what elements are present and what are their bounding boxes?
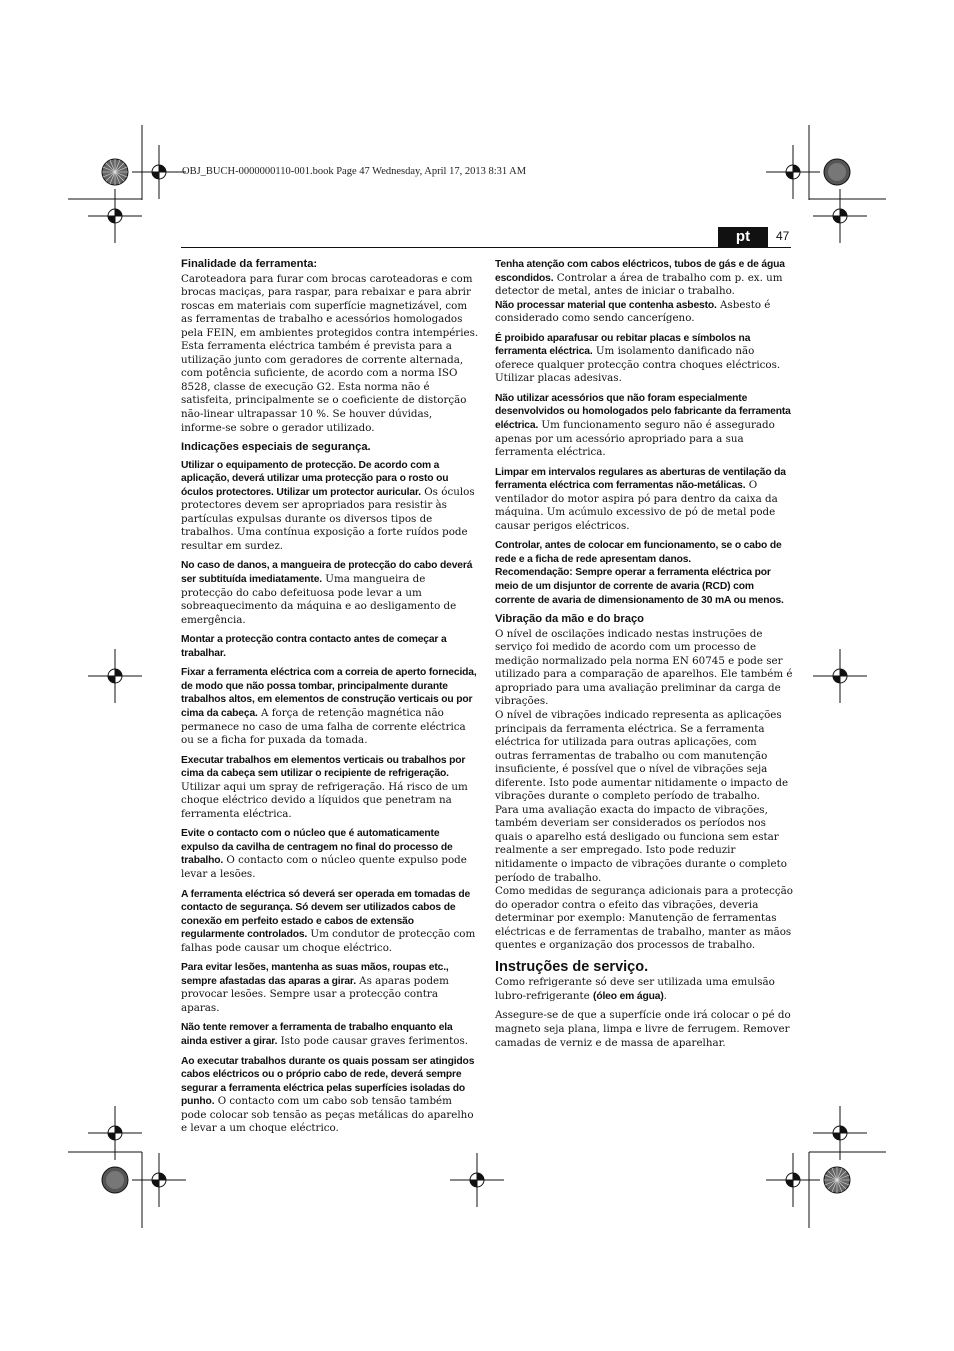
disc-mark: [102, 1167, 128, 1193]
section-heading: Indicações especiais de segurança.: [181, 441, 371, 454]
safety-item-text: Um isolamento danificado não oferece qualquer protecção contra choques eléctricos. Utilizar placas adesivas.: [495, 345, 781, 385]
safety-item-text: A força de retenção magnética não permanece no caso de uma falha de corrente eléctrica ou se a ficha for puxada da tomada.: [181, 706, 466, 747]
paragraph: Esta ferramenta eléctrica também é prevista para a utilização junto com geradores de corrente alternada, com potência suficiente, de acordo com a norma ISO 8528, classe de execução G2. Esta norma não é satisfeita, principalmente se o coeficiente de distorção não-linear ultrapassar 10 %. Se houver dúvidas, informe-se sobre o gerador utilizado.: [181, 340, 467, 434]
safety-item-bold: Fixar a ferramenta eléctrica com a correia de aperto fornecida, de modo que não possa tombar, principalmente durante trabalhos altos, em elementos de construção verticais ou por cima da cabeça.: [181, 667, 477, 719]
safety-item: [181, 559, 479, 627]
safety-item-text: Controlar a área de trabalho com p. ex. um detector de metal, antes de iniciar o trabalho.: [495, 271, 783, 298]
safety-item-bold: Para evitar lesões, mantenha as suas mãos, roupas etc., sempre afastadas das aparas a girar.: [181, 962, 449, 987]
paragraph: O nível de oscilações indicado nestas instruções de serviço foi medido de acordo com um processo de medição normalizado pela norma EN 60745 e pode ser utilizado para a comparação de aparelhos. Ele também é apropriado para uma avaliação preliminar da carga de vibrações.: [495, 627, 793, 708]
disc-mark: [824, 159, 850, 185]
safety-item-bold: A ferramenta eléctrica só deverá ser operada em tomadas de contacto de segurança. Só devem ser utilizados cabos de conexão em perfeito estado e cabos de extensão regularmente controlados.: [181, 888, 471, 941]
safety-item: [181, 459, 479, 554]
safety-item-bold: Montar a protecção contra contacto antes de começar a trabalhar.: [181, 634, 447, 659]
safety-item-bold: Executar trabalhos em elementos verticais ou trabalhos por cima da cabeça sem utilizar o recipiente de refrigeração.: [181, 754, 466, 780]
safety-item-text: Uma mangueira de protecção do cabo defeituosa pode levar a um sobreaquecimento da máquina e ao desligamento de emergência.: [181, 573, 457, 626]
crop-cross-mark: [813, 189, 867, 243]
safety-item-text: Isto pode causar graves ferimentos.: [277, 1034, 469, 1047]
safety-item-bold: No caso de danos, a mangueira de protecção do cabo deverá ser subtituída imediatamente.: [181, 560, 473, 586]
section-heading: Vibração da mão e do braço: [495, 613, 645, 626]
safety-item-bold: Não processar material que contenha asbesto.: [495, 299, 717, 311]
safety-item-bold: Evite o contacto com o núcleo que é automaticamente expulso da cavilha de centragem no final do processo de trabalho.: [181, 828, 453, 867]
header-rule: [181, 247, 791, 248]
safety-item-bold: Limpar em intervalos regulares as aberturas de ventilação da ferramenta eléctrica com ferramentas não-metálicas.: [495, 466, 786, 492]
safety-item-bold: Tenha atenção com cabos eléctricos, tubos de gás e de água escondidos.: [495, 259, 785, 284]
safety-item-text: Asbesto é considerado como sendo cancerígeno.: [495, 298, 771, 325]
safety-item: [495, 566, 793, 607]
crop-cross-mark: [766, 1153, 820, 1207]
left-column: [181, 258, 479, 1142]
crop-cross-mark: [450, 1153, 504, 1207]
paragraph: Assegure-se de que a superfície onde irá colocar o pé do magneto seja plana, limpa e livre de ferrugem. Remover camadas de verniz e de massa de aparelhar.: [495, 1009, 791, 1049]
safety-item-bold: Controlar, antes de colocar em funcionamento, se o cabo de rede e a ficha de rede apresentam danos.: [495, 540, 782, 565]
safety-item: [495, 332, 793, 386]
paragraph-bold: (óleo em água): [593, 990, 664, 1002]
paragraph: Como medidas de segurança adicionais para a protecção do operador contra o efeito das vibrações, deveria determinar por exemplo: Manutenção de ferramentas eléctricas e de ferramentas de trabalho, manter as mãos quentes e organização dos processos de trabalho.: [495, 885, 793, 952]
safety-item: [181, 633, 479, 660]
safety-item-bold: Não tente remover a ferramenta de trabalho enquanto ela ainda estiver a girar.: [181, 1022, 453, 1047]
paragraph: Caroteadora para furar com brocas caroteadoras e com brocas maciças, para raspar, para rebaixar e para abrir roscas em materiais com superfície magnetizável, com as ferramentas de trabalho e acessórios homologados pela FEIN, em ambientes protegidos contra intempéries.: [181, 272, 479, 339]
section-heading: Finalidade da ferramenta:: [181, 258, 318, 270]
crop-cross-mark: [813, 649, 867, 703]
right-column: [495, 258, 793, 1056]
safety-item: [495, 466, 793, 534]
safety-item-text: As aparas podem provocar lesões. Sempre usar a protecção contra aparas.: [181, 974, 449, 1014]
safety-item: [181, 754, 479, 822]
crop-cross-mark: [766, 145, 820, 199]
crop-cross-mark: [132, 1153, 186, 1207]
paragraph-text: Como refrigerante só deve ser utilizada uma emulsão lubro-refrigerante: [495, 976, 775, 1002]
language-tab: pt: [718, 227, 768, 247]
paragraph: Para uma avaliação exacta do impacto de vibrações, também deveriam ser considerados os períodos nos quais o aparelho está desligado ou funciona sem estar realmente a ser empregado. Isto pode reduzir nitidamente o impacto de vibrações durante o completo período de trabalho.: [495, 803, 787, 884]
paragraph: O nível de vibrações indicado representa as aplicações principais da ferramenta eléctrica. Se a ferramenta eléctrica for utilizada para outras aplicações, com outras ferramentas de trabalho ou com manutenção insuficiente, é possível que o nível de vibrações seja diferente. Isto pode aumentar nitidamente o impacto de vibrações durante o completo período de trabalho.: [495, 708, 789, 803]
print-slug: OBJ_BUCH-0000000110-001.book Page 47 Wednesday, April 17, 2013 8:31 AM: [182, 166, 527, 177]
safety-item-text: O contacto com um cabo sob tensão também pode colocar sob tensão as peças metálicas do aparelho e levar a um choque eléctrico.: [181, 1095, 474, 1135]
safety-item: [181, 961, 479, 1015]
starburst-mark: [102, 159, 128, 185]
paragraph: [495, 976, 793, 1003]
safety-item: [495, 539, 793, 566]
crop-cross-mark: [88, 189, 142, 243]
safety-item-bold: É proibido aparafusar ou rebitar placas e símbolos na ferramenta eléctrica.: [495, 332, 751, 358]
safety-item-text: Utilizar aqui um spray de refrigeração. Há risco de um choque eléctrico devido a líquidos que penetram na ferramenta eléctrica.: [181, 780, 468, 820]
safety-item: [181, 1055, 479, 1136]
crop-cross-mark: [132, 145, 186, 199]
safety-item-text: Os óculos protectores devem ser apropriados para resistir às partículas expulsas durante os diversos tipos de trabalhos. Uma contínua exposição a forte ruídos pode resultar em surdez.: [181, 485, 475, 552]
safety-item: [495, 299, 793, 326]
safety-item-text: O contacto com o núcleo quente expulso pode levar a lesões.: [181, 854, 467, 880]
safety-item: [495, 392, 793, 460]
starburst-mark: [824, 1167, 850, 1193]
crop-cross-mark: [88, 649, 142, 703]
paragraph-text: .: [663, 989, 667, 1002]
page-number: 47: [776, 229, 790, 243]
safety-item: [495, 258, 793, 299]
safety-item-bold: Não utilizar acessórios que não foram especialmente desenvolvidos ou homologados pelo fabricante da ferramenta eléctrica.: [495, 392, 791, 432]
safety-item-bold: Utilizar o equipamento de protecção. De acordo com a aplicação, deverá utilizar uma protecção para o rosto ou óculos protectores. Utilizar um protector auricular.: [181, 459, 449, 498]
safety-item-bold: Recomendação: Sempre operar a ferramenta eléctrica por meio de um disjuntor de corrente de avaria (RCD) com corrente de avaria de dimensionamento de 30 mA ou menos.: [495, 567, 784, 606]
safety-item-bold: Ao executar trabalhos durante os quais possam ser atingidos cabos eléctricos ou o próprio cabo de rede, deverá sempre segurar a ferramenta eléctrica pelas superfícies isoladas do punho.: [181, 1055, 475, 1108]
safety-item-text: Um condutor de protecção com falhas pode causar um choque eléctrico.: [181, 928, 476, 954]
section-title: Instruções de serviço.: [495, 958, 649, 975]
safety-item: [181, 827, 479, 881]
safety-item: [181, 666, 479, 747]
safety-item: [181, 1021, 479, 1048]
safety-item-text: O ventilador do motor aspira pó para dentro da caixa da máquina. Um acúmulo excessivo de pó de metal pode causar perigos eléctricos.: [495, 479, 778, 532]
safety-item-text: Um funcionamento seguro não é assegurado apenas por um acessório apropriado para a sua ferramenta eléctrica.: [495, 419, 775, 459]
safety-item: [181, 888, 479, 956]
